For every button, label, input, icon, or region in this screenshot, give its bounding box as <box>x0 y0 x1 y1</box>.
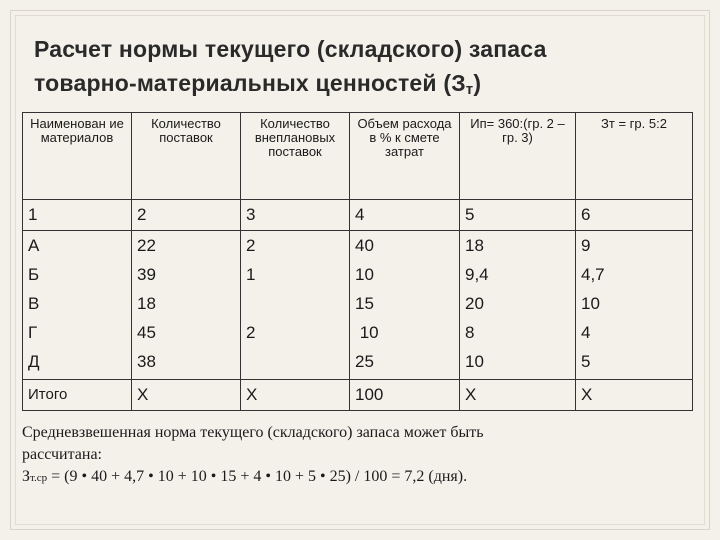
formula-subscript: т.ср <box>30 472 48 484</box>
total-cell: 100 <box>350 380 460 411</box>
formula-body: = (9 • 40 + 4,7 • 10 + 10 • 15 + 4 • 10 + 5 • 25) / 100 = 7,2 (дня). <box>47 468 468 485</box>
data-cell: 39 <box>137 265 156 284</box>
data-cell: 10 <box>355 265 374 284</box>
data-cell: 9 <box>581 236 591 255</box>
column-number: 6 <box>576 200 693 231</box>
footnote-line-2: рассчитана: <box>22 446 102 463</box>
footnote <box>22 422 692 489</box>
header-cell: Ип= 360:(гр. 2 – гр. 3) <box>460 113 576 200</box>
data-cell: Д <box>28 352 40 371</box>
data-cell: Г <box>28 323 38 342</box>
column-number: 2 <box>132 200 241 231</box>
header-cell: Объем расхода в % к смете затрат <box>350 113 460 200</box>
data-column-material <box>23 231 132 380</box>
data-cell: 4,7 <box>581 265 605 284</box>
data-cell: 10 <box>355 323 379 342</box>
data-cell: 2 <box>246 236 256 255</box>
total-cell: Итого <box>23 380 132 411</box>
data-cell: 40 <box>355 236 374 255</box>
data-column-unplanned <box>241 231 350 380</box>
data-cell: 4 <box>581 323 591 342</box>
data-cell: 25 <box>355 352 374 371</box>
data-column-interval <box>460 231 576 380</box>
column-number: 1 <box>23 200 132 231</box>
title-line-2-text: товарно-материальных ценностей (З <box>34 70 466 96</box>
title-line-1: Расчет нормы текущего (складского) запаса <box>34 36 547 62</box>
data-cell: 9,4 <box>465 265 489 284</box>
data-cell <box>246 289 349 318</box>
total-cell: Х <box>241 380 350 411</box>
data-cell: Б <box>28 265 40 284</box>
total-cell: Х <box>132 380 241 411</box>
title-subscript: т <box>465 81 474 98</box>
total-cell: Х <box>576 380 693 411</box>
data-cell: 10 <box>465 352 484 371</box>
data-cell: 2 <box>246 323 256 342</box>
data-cell <box>246 347 349 376</box>
slide-title <box>34 32 694 107</box>
column-number: 4 <box>350 200 460 231</box>
data-cell: 38 <box>137 352 156 371</box>
data-cell: 18 <box>137 294 156 313</box>
data-cell: 45 <box>137 323 156 342</box>
data-cell: 8 <box>465 323 475 342</box>
total-cell: Х <box>460 380 576 411</box>
data-row-group <box>23 231 693 380</box>
title-line-2-end: ) <box>473 70 482 96</box>
formula <box>22 466 692 489</box>
column-number: 5 <box>460 200 576 231</box>
formula-prefix: З <box>22 468 31 485</box>
data-column-norm <box>576 231 693 380</box>
data-column-deliveries <box>132 231 241 380</box>
data-cell: 15 <box>355 294 374 313</box>
header-row <box>23 113 693 200</box>
data-column-share <box>350 231 460 380</box>
data-cell: 18 <box>465 236 484 255</box>
data-cell: 20 <box>465 294 484 313</box>
data-cell: 22 <box>137 236 156 255</box>
data-cell: 10 <box>581 294 600 313</box>
footnote-line-1: Средневзвешенная норма текущего (складского) запаса может быть <box>22 424 484 441</box>
total-row <box>23 380 693 411</box>
norm-table <box>22 112 693 411</box>
data-cell: 5 <box>581 352 591 371</box>
column-number-row <box>23 200 693 231</box>
data-cell: А <box>28 236 40 255</box>
header-cell: Количество внеплановых поставок <box>241 113 350 200</box>
header-cell: Наименован ие материалов <box>23 113 132 200</box>
header-cell: Количество поставок <box>132 113 241 200</box>
title-line-2 <box>34 66 694 107</box>
data-cell: В <box>28 294 40 313</box>
header-cell: Зт = гр. 5:2 <box>576 113 693 200</box>
data-cell: 1 <box>246 265 256 284</box>
column-number: 3 <box>241 200 350 231</box>
